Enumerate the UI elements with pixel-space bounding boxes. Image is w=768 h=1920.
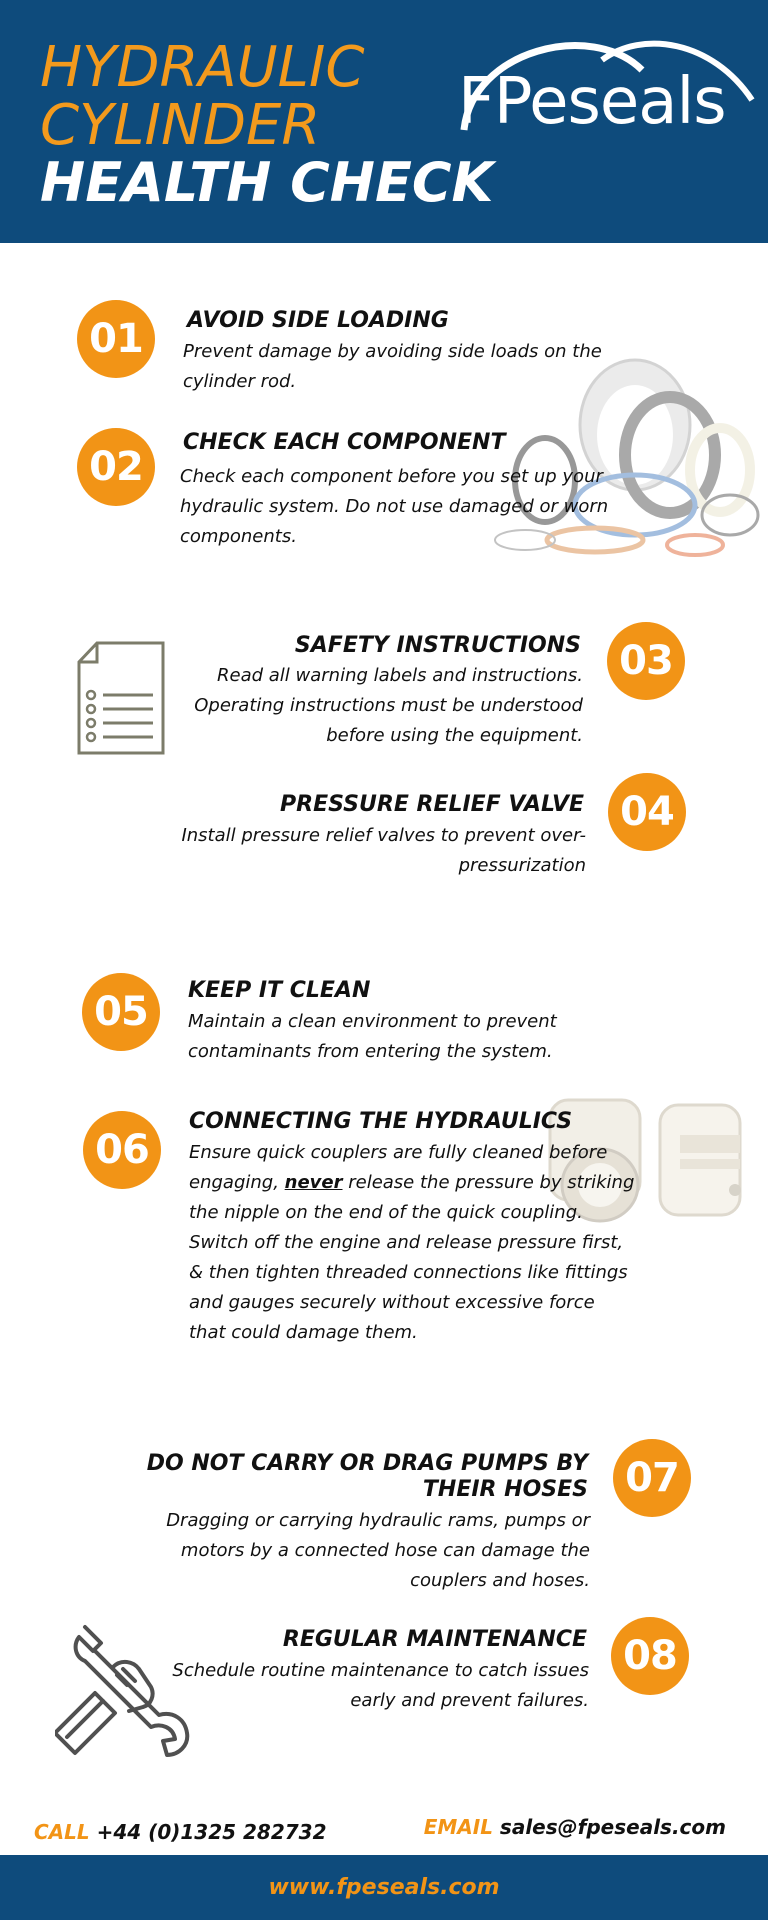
document-checklist-icon [75,640,167,757]
step-title-05: KEEP IT CLEAN [188,978,371,1003]
step-desc-08-line: Schedule routine maintenance to catch issues [172,1660,589,1681]
step-desc-02-line: hydraulic system. Do not use damaged or worn [180,496,609,517]
call-label: CALL [34,1820,90,1844]
step-desc-06-text: release the pressure by striking [342,1172,635,1193]
step-desc-06-line: and gauges securely without excessive force [189,1292,595,1313]
step-desc-06-text: engaging, [189,1172,285,1193]
step-desc-03 [194,661,583,751]
step-desc-07 [166,1506,590,1596]
step-desc-03-line: before using the equipment. [326,725,583,746]
step-desc-01-line: Prevent damage by avoiding side loads on the [183,341,602,362]
step-desc-06 [189,1138,634,1348]
email-contact [424,1815,726,1839]
call-contact [34,1820,327,1844]
title-line-2: CYLINDER [40,93,321,158]
step-number-02: 02 [77,428,155,506]
step-desc-01-line: cylinder rod. [183,371,297,392]
step-desc-08-line: early and prevent failures. [350,1690,589,1711]
header-banner [0,0,768,243]
step-number-06: 06 [83,1111,161,1189]
step-title-07 [147,1451,588,1503]
step-title-02: CHECK EACH COMPONENT [183,430,506,455]
step-desc-06-line: & then tighten threaded connections like fittings [189,1262,628,1283]
email-label: EMAIL [423,1815,493,1839]
step-title-04: PRESSURE RELIEF VALVE [280,792,584,817]
step-number-01: 01 [77,300,155,378]
footer-bar [0,1855,768,1920]
step-title-07-line: DO NOT CARRY OR DRAG PUMPS BY [146,1451,588,1476]
step-desc-07-line: couplers and hoses. [410,1570,590,1591]
step-desc-04-line: pressurization [458,855,586,876]
step-title-08: REGULAR MAINTENANCE [282,1627,587,1652]
step-desc-03-line: Read all warning labels and instructions. [217,665,583,686]
step-title-03: SAFETY INSTRUCTIONS [294,633,581,658]
title-line-1: HYDRAULIC [40,35,365,100]
step-desc-07-line: Dragging or carrying hydraulic rams, pumps or [166,1510,590,1531]
step-desc-03-line: Operating instructions must be understood [194,695,583,716]
step-desc-06-line: the nipple on the end of the quick coupling. [189,1202,583,1223]
step-desc-06-line [189,1168,634,1198]
email-address[interactable]: sales@fpeseals.com [499,1815,726,1839]
step-number-05: 05 [82,973,160,1051]
step-desc-02-line: components. [180,526,297,547]
step-desc-05-line: contaminants from entering the system. [188,1041,553,1062]
logo-text: FPeseals [458,65,726,139]
step-number-08: 08 [611,1617,689,1695]
step-desc-06-line: Switch off the engine and release pressure first, [189,1232,624,1253]
step-desc-04 [181,821,586,881]
phone-number[interactable]: +44 (0)1325 282732 [96,1820,327,1844]
title-line-3: HEALTH CHECK [40,151,494,214]
step-desc-02-line: Check each component before you set up your [180,466,603,487]
step-title-07-line: THEIR HOSES [422,1477,588,1502]
step-title-06: CONNECTING THE HYDRAULICS [189,1109,573,1134]
step-number-04: 04 [608,773,686,851]
step-title-01: AVOID SIDE LOADING [187,308,449,333]
step-desc-05 [188,1007,557,1067]
step-desc-06-line: Ensure quick couplers are fully cleaned before [189,1142,608,1163]
step-desc-08 [172,1656,589,1716]
never-emphasis: never [284,1172,343,1193]
website-link[interactable]: www.fpeseals.com [268,1875,500,1900]
step-desc-04-line: Install pressure relief valves to prevent over- [181,825,586,846]
step-desc-05-line: Maintain a clean environment to prevent [188,1011,557,1032]
step-number-07: 07 [613,1439,691,1517]
step-number-03: 03 [607,622,685,700]
step-desc-06-line: that could damage them. [189,1322,418,1343]
step-desc-02 [180,462,608,552]
step-desc-07-line: motors by a connected hose can damage the [180,1540,590,1561]
